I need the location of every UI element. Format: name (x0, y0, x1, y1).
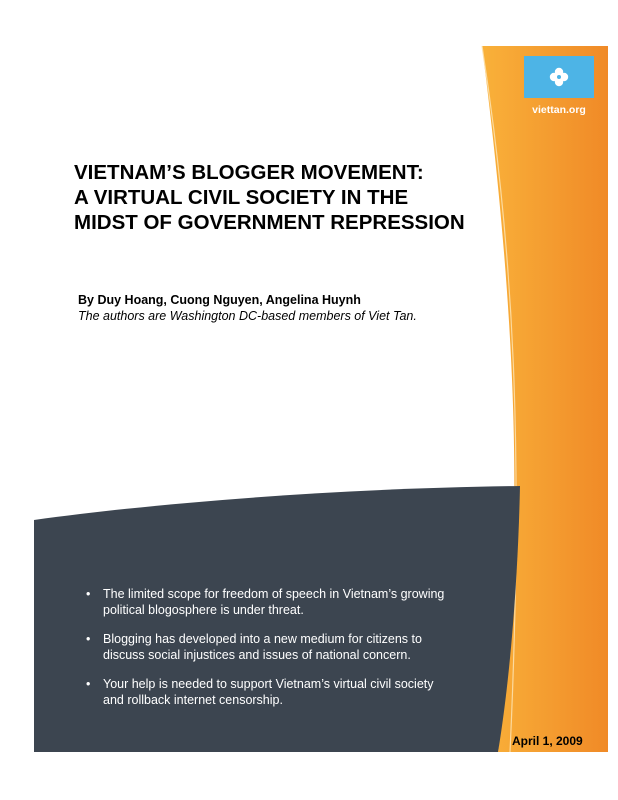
publication-date: April 1, 2009 (512, 734, 583, 748)
summary-line: political blogosphere is under threat. (103, 603, 304, 617)
summary-item (86, 676, 486, 708)
flower-icon (549, 67, 569, 87)
summary-item (86, 586, 486, 618)
summary-line: The limited scope for freedom of speech in Vietnam’s growing (103, 587, 445, 601)
summary-item (86, 631, 486, 663)
summary-line: Your help is needed to support Vietnam’s virtual civil society (103, 677, 434, 691)
title-line: MIDST OF GOVERNMENT REPRESSION (74, 211, 465, 234)
site-url: viettan.org (532, 104, 586, 116)
summary-line: and rollback internet censorship. (103, 693, 283, 707)
summary-line: discuss social injustices and issues of national concern. (103, 648, 411, 662)
byline: By Duy Hoang, Cuong Nguyen, Angelina Huynh (78, 293, 361, 307)
summary-line: Blogging has developed into a new medium for citizens to (103, 632, 422, 646)
title-line: VIETNAM’S BLOGGER MOVEMENT: (74, 161, 424, 184)
logo-box (524, 56, 594, 98)
report-title (74, 160, 514, 235)
summary-list (86, 586, 486, 721)
authors-note: The authors are Washington DC-based members of Viet Tan. (78, 309, 417, 323)
title-line: A VIRTUAL CIVIL SOCIETY IN THE (74, 186, 409, 209)
